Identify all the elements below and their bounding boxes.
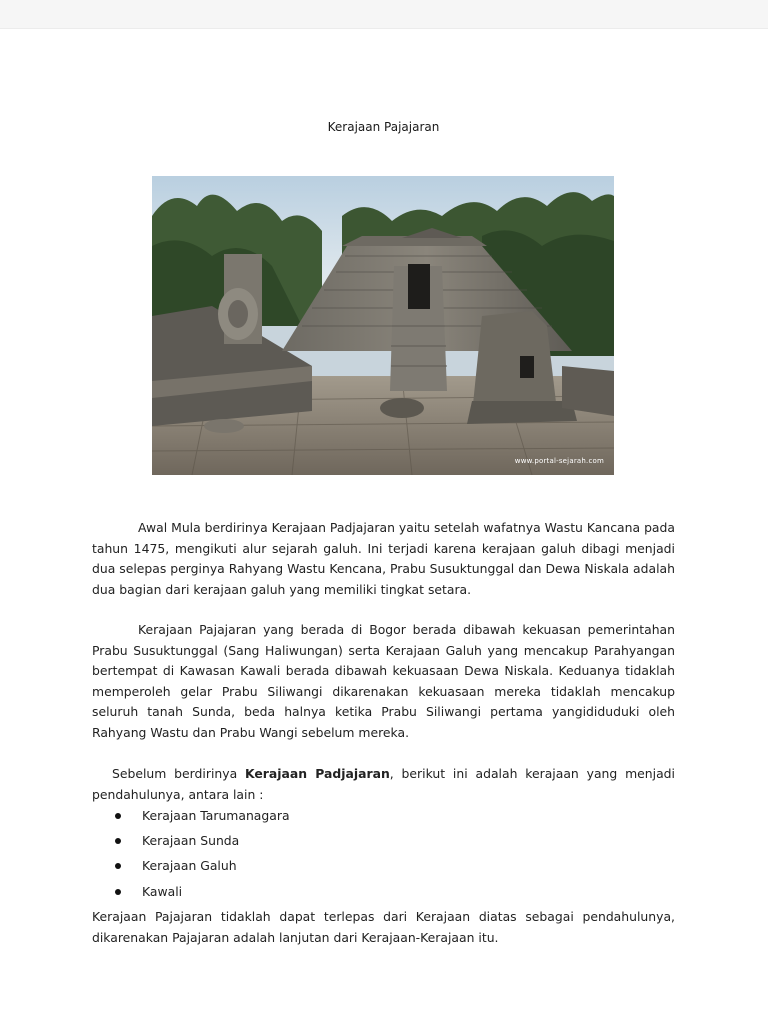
paragraph-division: Kerajaan Pajajaran yang berada di Bogor berada dibawah kekuasan pemerintahan Prabu Susuktunggal (Sang Haliwungan) serta Kerajaan Galuh yang mencakup Parahyangan bertempat di Kawasan Kawali berada dibawah kekuasaan Dewa Niskala. Keduanya tidaklah memperoleh gelar Prabu Siliwangi dikarenakan kekuasaan mereka tidaklah mencakup seluruh tanah Sunda, beda halnya ketika Prabu Siliwangi pertama yangididuduki oleh Rahyang Wastu dan Prabu Wangi sebelum mereka.	[92, 622, 675, 740]
paragraph-conclusion: Kerajaan Pajajaran tidaklah dapat terlepas dari Kerajaan diatas sebagai pendahulunya, dikarenakan Pajajaran adalah lanjutan dari Kerajaan-Kerajaan itu.	[92, 909, 675, 945]
temple-illustration	[152, 176, 614, 475]
viewer-top-bar	[0, 0, 768, 29]
list-item	[92, 882, 675, 907]
document-title: Kerajaan Pajajaran	[327, 120, 440, 134]
list-item-text: Kerajaan Galuh	[142, 858, 237, 874]
bullet-icon	[115, 889, 121, 895]
list-item-text: Kawali	[142, 883, 183, 899]
list-item	[92, 856, 675, 881]
bullet-icon	[115, 838, 121, 844]
image-watermark: www.portal-sejarah.com	[514, 457, 604, 465]
intro-bold-kingdom: Kerajaan Padjajaran	[245, 766, 390, 781]
intro-text-after: , berikut ini adalah kerajaan yang menjadi pendahulunya, antara lain :	[92, 766, 675, 802]
predecessor-list	[92, 806, 675, 907]
list-item	[92, 806, 675, 831]
bullet-icon	[115, 813, 121, 819]
bullet-icon	[115, 863, 121, 869]
list-item-text: Kerajaan Sunda	[142, 833, 240, 849]
paragraph-predecessors-intro	[92, 764, 675, 805]
temple-photo	[152, 176, 614, 475]
intro-text-before: Sebelum berdirinya	[112, 766, 246, 781]
list-item	[92, 831, 675, 856]
list-item-text: Kerajaan Tarumanagara	[142, 808, 290, 823]
paragraph-origin: Awal Mula berdirinya Kerajaan Padjajaran yaitu setelah wafatnya Wastu Kancana pada tahun 1475, mengikuti alur sejarah galuh. Ini terjadi karena kerajaan galuh dibagi menjadi dua selepas perginya Rahyang Wastu Kencana, Prabu Susuktunggal dan Dewa Niskala adalah dua bagian dari kerajaan galuh yang memiliki tingkat setara.	[92, 520, 675, 597]
